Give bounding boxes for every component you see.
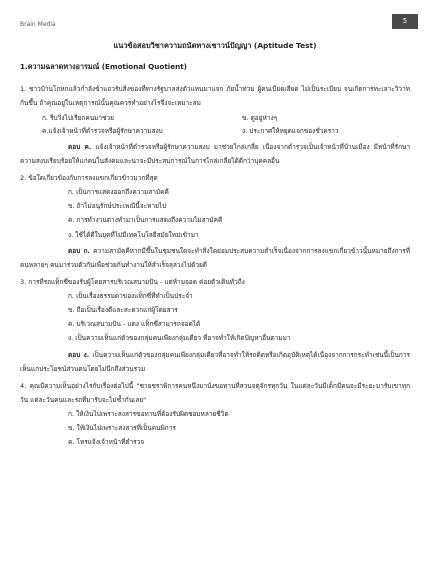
question-4-option-a: ก. ให้เงินไปเพราะสงสารขอทานที่ต้องรับผิดชอบหลายชีวิต [68, 409, 229, 418]
question-1-options [42, 112, 410, 138]
question-4-option-c: ค. โทรแจ้งเจ้าหน้าที่ตำรวจ [68, 438, 145, 447]
question-1-answer [20, 140, 410, 168]
question-2-answer-text: ความสามัคคีหากมีขึ้นในชุมชนใดจะทำสิ่งใดย่อมประสบความสำเร็จเนื่องจากการลงแขกเกี่ยวข้าวนั้นหมายถึงการที่คนหลายๆ คนมาร่วมตัวกันเพื่อช่วยกันทำงานให้สำเร็จลุล่วงไปด้วยดี [20, 246, 410, 269]
question-1-answer-text: แจ้งเจ้าหน้าที่ตำรวจหรือผู้รักษาความสงบ มาช่วยไกล่เกลี่ย เนื่องจากตำรวจเป็นเจ้าหน้าที่บ้านเมือง มีหน้าที่รักษาความสงบเรียบร้อยให้แก่คนในสังคมและน่าจะมีประสบการณ์ในการไกล่เกลี่ยได้ดีกว่าบุคคลอื่น [20, 143, 410, 165]
question-2-answer [20, 244, 410, 272]
question-2-option-c: ค. การทำงานต่างทำมาเป็นการแสดงถึงความไม่สามัคคี [68, 216, 223, 225]
question-3-answer-text: เป็นความเห็นแก่ตัวของกลุ่มคนเพียงกลุ่มเดียวที่อาจทำให้รถติดหรือเกิดอุบัติเหตุได้เนื่องจากการกระทำเช่นนี้เป็นการเห็นแก่ประโยชน์ส่วนตนโดยไม่นึกถึงส่วนรวม [20, 350, 410, 373]
question-3-option-b: ข. ถือเป็นเรื่องดีและสะดวกแก่ผู้โดยสาร [68, 306, 178, 315]
document-title: แนวข้อสอบวิชาความถนัดทางเชาวน์ปัญญา (Aptitude Test) [113, 41, 317, 50]
question-1-option-d: ง. ประกาศให้หยุดแจกของชั่วคราว [242, 127, 339, 135]
question-2-answer-label: ตอบ ก. [68, 246, 90, 255]
question-2-option-d: ง. ใช้ได้ดีในยุคที่ไม่มีเทคโนโลยีสมัยใหม่เข้ามา [68, 230, 199, 239]
question-3-answer [20, 348, 410, 376]
question-3-option-d: ง. เป็นความเห็นแก่ตัวของกลุ่มคนเพียงกลุ่มเดียว ที่อาจทำให้เกิดปัญหาอื่นตามมา [68, 334, 291, 343]
question-3-option-c: ค. บริเวณสนามบิน - แดง แท็กซี่สามารถจอดได้ [68, 320, 201, 329]
question-1-option-a: ก. รีบวิ่งไปเรียกคนมาช่วย [42, 114, 114, 122]
question-2-option-a: ก. เป็นการแสดงออกถึงความสามัคคี [68, 188, 169, 196]
question-1-answer-label: ตอบ ค. [68, 143, 92, 151]
question-2-options [68, 185, 410, 242]
brand-name: Brain Media [20, 21, 56, 28]
question-2-text: 2. ข้อใดเกี่ยวข้องกับการลงแขกเกี่ยวข้าวมากที่สุด [20, 174, 158, 182]
question-4-option-b: ข. ให้เงินไปเพราะสงสารที่เป็นคนพิการ [68, 423, 176, 432]
page-number-badge: 5 [392, 14, 418, 29]
question-1-option-c: ค.แจ้งเจ้าหน้าที่ตำรวจหรือผู้รักษาความสงบ [42, 127, 163, 135]
question-4-text: 4. คุณมีความเห็นอย่างไรกับเรื่องต่อไปนี้ "ชายชราพิการคนหนึ่งมานั่งขอทานที่สวนจตุจักรทุกวัน ในแต่ละวันมีเด็กมีคนจะมีระยะมารับเขาทุกวัน แต่ละวันคนและรถที่มารับจะไม่ซ้ำกันเลย" [20, 381, 410, 404]
question-3-text: 3. การที่รถแท็กซี่ของรับผู้โดยสารบริเวณสนามบิน - แต่ห้ามจอด ค่อยตัวเดินทั่วถีง [20, 277, 245, 286]
section-heading: 1.ความฉลาดทางอารมณ์ (Emotional Quotient) [20, 62, 187, 71]
question-3-options [68, 289, 410, 346]
question-1-text: 1. ชาวบ้านโกหกแล้วกำลังข้าแถวรับสิ่งของที่ทางรัฐบาลส่งตัวแทนมาแจก ภัยน้ำท่วม ผู้คนเบียดเสียด ไม่เป็นระเบียบ จนเกิดการทะเลาะวิวาทกันขึ้น ถ้าคุณอยู่ในเหตุการณ์นั้นคุณควรทำอย่างไรจึงจะเหมาะสม [20, 85, 410, 107]
question-3-answer-label: ตอบ ง. [68, 350, 90, 359]
question-1-option-b: ข. ดูอยู่ห่างๆ [242, 114, 278, 122]
question-2-option-b: ข. ถ้าไม่อนุรักษ์ประเพณีนี้จะหายไป [68, 202, 167, 211]
question-3-option-a: ก. เป็นเรื่องธรรมดาของแท็กซี่ที่ทำเป็นประจำ [68, 291, 193, 300]
question-4-options [68, 407, 410, 450]
document-content [20, 40, 410, 450]
